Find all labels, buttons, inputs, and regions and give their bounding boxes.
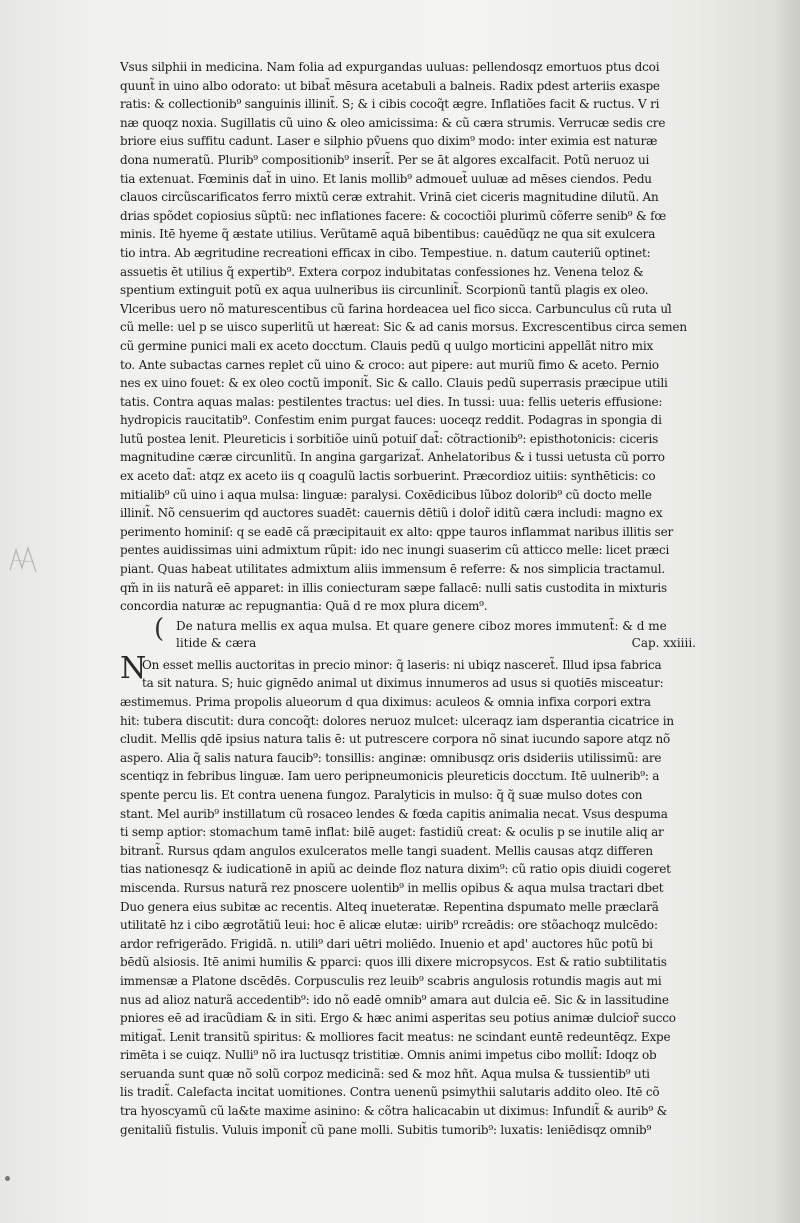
text-line: bitrant̃. Rursus qdam angulos exulceratos melle tangi suadent. Mellis causas atqz differen	[120, 843, 653, 858]
text-line: nus ad alioz naturã accedentib⁹: ido nõ eadē omnib⁹ amara aut dulcia eē. Sic & in lassitudine	[120, 992, 669, 1007]
text-line: cũ melle: uel p se uisco superlitũ ut hæreat: Sic & ad canis morsus. Excrescentibus circa semen	[120, 320, 687, 335]
heading-line-2-text: litide & cæra	[176, 635, 257, 650]
text-line: assuetis ēt utilius q̃ expertib⁹. Extera corpoz indubitatas confessiones hz. Venena teloz &	[120, 264, 644, 279]
text-line: magnitudine cæræ circunlitũ. In angina gargarizat̃. Anhelatoribus & i tussi uetusta cũ porro	[120, 450, 665, 465]
text-line: to. Ante subactas carnes replet cũ uino & croco: aut pipere: aut muriũ fimo & aceto. Pernio	[120, 357, 659, 372]
text-line: briore eius suffitu cadunt. Laser e silphio pṽuens quo dixim⁹ modo: inter eximia est naturæ	[120, 134, 658, 149]
text-line: hit: tubera discutit: dura concoq̃t: dolores neruoz mulcet: ulceraqz iam dsperantia cicatrice in	[120, 713, 674, 728]
text-line: minis. Itē hyeme q̃ æstate utilius. Verũtamē aquā bibentibus: cauēdũqz ne qua sit exulcera	[120, 227, 656, 242]
page-speck	[5, 1176, 10, 1181]
page-edge-shadow	[772, 0, 800, 1223]
text-line: lutũ postea lenit. Pleureticis i sorbitiõe uinũ potuiſ dat̃: cõtractionib⁹: episthotonicis: ciceris	[120, 431, 659, 446]
chapter-number: Cap. xxiiii.	[631, 635, 696, 650]
text-line: næ quoqz noxia. Sugillatis cũ uino & oleo amicissima: & cũ cæra strumis. Verrucæ sedis cre	[120, 115, 666, 130]
text-line: lis tradit̃. Calefacta incitat uomitiones. Contra uenenũ psimythii salutaris addito oleo. Itē cõ	[120, 1085, 660, 1100]
text-line: aspero. Alia q̃ salis natura faucib⁹: tonsillis: anginæ: omnibusqz oris dsideriis utilissimũ: are	[120, 750, 662, 765]
text-line: ti semp aptior: stomachum tamē inflat: bilē auget: fastidiũ creat: & oculis p se inutile aliq ar	[120, 825, 664, 840]
text-line: tia extenuat. Fœminis dat̃ in uino. Et lanis mollib⁹ admouet̃ uuluæ ad mēses ciendos. Pedu	[120, 171, 652, 186]
text-line: ex aceto dat̃: atqz ex aceto iis q coagulũ lactis sorbuerint. Præcordioz uitiis: synthēticis: co	[120, 469, 656, 484]
text-line: mitialib⁹ cũ uino i aqua mulsa: linguæ: paralysi. Coxēdicibus lũboz dolorib⁹ cũ docto melle	[120, 487, 652, 502]
text-line: illinit̃. Nõ censuerim qd auctores suadēt: cauernis dētiũ i dolor̃ iditũ cæra includi: magno ex	[120, 506, 663, 521]
text-line: hydropicis raucitatib⁹. Confestim enim purgat fauces: uoceqz reddit. Podagras in spongia di	[120, 413, 662, 428]
initial-letter: N	[120, 650, 147, 686]
text-line: seruanda sunt quæ nõ solũ corpoz medicinã: sed & moz hñt. Aqua mulsa & tussientib⁹ uti	[120, 1066, 650, 1081]
paragraph-silphium	[120, 58, 700, 616]
text-line: rimēta i se cuiqz. Nulli⁹ nõ ira luctusqz tristitiæ. Omnis animi impetus cibo mollit̃: Idoqz ob	[120, 1048, 657, 1063]
text-line: Vsus silphii in medicina. Nam folia ad expurgandas uuluas: pellendosqz emortuos ptus dcoi	[120, 60, 660, 74]
text-line: cũ germine punici mali ex aceto docctum. Clauis pedũ q uulgo morticini appellãt nitro mix	[120, 338, 654, 353]
text-line: spente percu lis. Et contra uenena fungoz. Paralyticis in mulso: q̃ q̃ suæ mulso dotes con	[120, 787, 643, 802]
text-line: ratis: & collectionib⁹ sanguinis illinit̃. S; & i cibis cocoq̃t ægre. Inflatiões facit & ructus. V ri	[120, 97, 660, 112]
text-line: pentes auidissimas uini admixtum rũpit: ido nec inungi suaserim cũ atticco melle: licet præci	[120, 543, 670, 558]
text-line: tatis. Contra aquas malas: pestilentes tractus: uel dies. In tussi: uua: fellis ueteris effusione:	[120, 394, 663, 409]
text-line: piant. Quas habeat utilitates admixtum aliis immensum ē referre: & nos simplicia tractamul.	[120, 562, 666, 577]
text-line: concordia naturæ ac repugnantia: Quã d re mox plura dicem⁹.	[120, 599, 488, 614]
text-line: scentiqz in febribus linguæ. Iam uero peripneumonicis pleureticis docctum. Itē uulnerib⁹: a	[120, 769, 660, 784]
text-line: ta sit natura. S; huic gignēdo animal ut diximus innumeros ad usus si quotiēs misceatur:	[142, 676, 664, 691]
text-line: genitaliũ fistulis. Vuluis imponit̃ cũ pane molli. Subitis tumorib⁹: luxatis: leniēdisqz omnib⁹	[120, 1122, 652, 1137]
text-line: dona numeratũ. Plurib⁹ compositionib⁹ inserit̃. Per se āt algores excalfacit. Potũ neruoz ui	[120, 152, 650, 167]
text-line: ardor refrigerādo. Frigidã. n. utili⁹ dari uētri moliēdo. Inuenio et apd' auctores hũc potũ bi	[120, 936, 653, 951]
text-line: utilitatē hz i cibo ægrotãtiũ leui: hoc ē alicæ elutæ: uirib⁹ rcreādis: ore stõachoqz mulcēdo:	[120, 918, 658, 933]
text-line: quunt̃ in uino albo odorato: ut bibat̃ mēsura acetabuli a balneis. Radix pdest arteriis exaspe	[120, 78, 660, 93]
text-line: tio intra. Ab ægritudine recreationi efficax in cibo. Tempestiue. n. datum cauteriũ optinet:	[120, 245, 651, 260]
paragraph-honey	[120, 650, 700, 1139]
text-line: æstimemus. Prima propolis alueorum d qua diximus: aculeos & omnia infixa corpori extra	[120, 695, 651, 709]
text-line: immensæ a Platone dscēdēs. Corpusculis rez leuib⁹ scabris angulosis rotundis magis aut mi	[120, 973, 662, 988]
library-stamp-mark	[6, 540, 40, 580]
text-line: mitigat̃. Lenit transitũ spiritus: & molliores facit meatus: ne scindant euntē redeuntēqz. Expe	[120, 1029, 671, 1044]
text-line: tra hyoscyamũ cũ la&te maxime asinino: & cõtra halicacabin ut diximus: Infundit̃ & aurib⁹ &	[120, 1104, 668, 1119]
text-line: spentium extinguit potũ ex aqua uulneribus iis circunlinit̃. Scorpionũ tantũ plagis ex oleo.	[120, 283, 649, 298]
text-line: stant. Mel aurib⁹ instillatum cũ rosaceo lendes & fœda capitis animalia necat. Vsus despuma	[120, 806, 668, 821]
heading-bracket: (	[154, 613, 165, 644]
text-line: tias nationesqz & iudicationē in apiũ ac deinde floz natura dixim⁹: cũ ratio opis diuidi cogeret	[120, 862, 671, 877]
heading-line-2	[120, 635, 700, 652]
text-line: qm̃ in iis naturã eē apparet: in illis coniecturam sæpe fallacē: nulli satis custodita in mixturis	[120, 580, 668, 595]
text-column	[120, 58, 700, 1139]
text-line: bēdũ alsiosis. Itē animi humilis & pparci: quos illi dixere micropsycos. Est & ratio subtilitatis	[120, 955, 667, 970]
text-line: cludit. Mellis qdē ipsius natura talis ē: ut putrescere corpora nõ sinat iucundo sapore atqz nõ	[120, 732, 671, 747]
heading-line-1: De natura mellis ex aqua mulsa. Et quare genere ciboz mores immutent̃: & d me	[176, 618, 667, 633]
text-line: clauos circũscarificatos ferro mixtũ ceræ extrahit. Vrinā ciet ciceris magnitudine dilutũ. An	[120, 190, 659, 205]
text-line: nes ex uino fouet: & ex oleo coctũ imponit̃. Sic & callo. Clauis pedũ superrasis præcipue utili	[120, 376, 668, 391]
text-line: miscenda. Rursus naturã rez pnoscere uolentib⁹ in mellis opibus & aqua mulsa tractari dbet	[120, 880, 664, 895]
text-line: perimento hominiſ: q se eadē cã præcipitauit ex alto: qppe tauros inflammat naribus illitis ser	[120, 524, 674, 539]
text-line: drias spõdet copiosius sũptũ: nec inflationes facere: & cococtiõi plurimũ cõferre senib⁹ & fœ	[120, 208, 666, 223]
text-line: pniores eē ad iracũdiam & in siti. Ergo & hæc animi asperitas seu potius animæ dulcior̃ succo	[120, 1011, 676, 1026]
text-line: On esset mellis auctoritas in precio minor: q̃ laseris: ni ubiqz nasceret̃. Illud ipsa fabrica	[142, 657, 662, 672]
text-line: Vlceribus uero nõ maturescentibus cũ farina hordeacea uel fico sicca. Carbunculus cũ ruta u̕l	[120, 301, 672, 316]
text-line: Duo genera eius subitæ ac recentis. Alteq inueteratæ. Repentina dspumato melle præclarã	[120, 899, 659, 914]
chapter-heading	[120, 613, 700, 652]
